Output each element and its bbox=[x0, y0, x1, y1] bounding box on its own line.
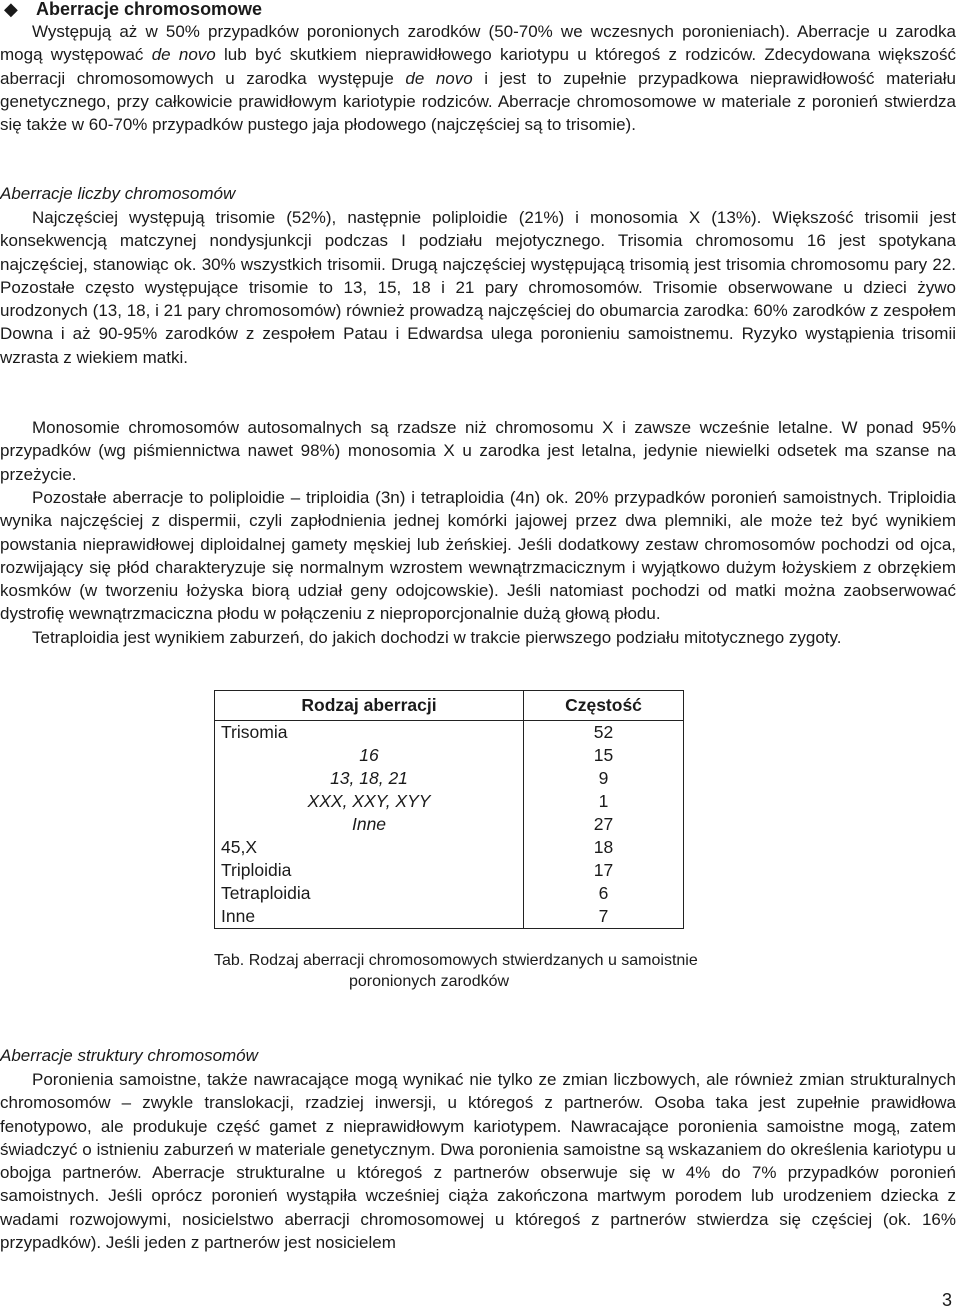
numeric-paragraph-2: Monosomie chromosomów autosomalnych są rzadsze niż chromosomu X i zawsze wcześnie letalne. W ponad 95% przypadków (wg piśmiennictwa nawet 98%) monosomia X u zarodka jest letalna, jedynie niewielki odsetek ma szanse na przeżycie. bbox=[0, 418, 956, 484]
intro-text-c: i jest to zupełnie przypadkowa nieprawidłowość materiału genetycznego, przy całkowicie prawidłowym kariotypie rodziców. Aberracje chromosomowe w materiale z poronień stwierdza się także w 60-70% przypadków pustego jaja płodowego (najczęściej są to trisomie). bbox=[0, 68, 956, 135]
table-cell-frequency: 6 bbox=[524, 882, 684, 905]
intro-paragraph bbox=[0, 20, 956, 136]
section-title: Aberracje chromosomowe bbox=[36, 0, 263, 19]
numeric-subheading: Aberracje liczby chromosomów bbox=[0, 184, 236, 203]
table-cell-frequency: 15 bbox=[524, 744, 684, 767]
table-cell-type: Triploidia bbox=[215, 859, 524, 882]
numeric-paragraph-4: Tetraploidia jest wynikiem zaburzeń, do jakich dochodzi w trakcie pierwszego podziału mitotycznego zygoty. bbox=[32, 628, 842, 647]
bullet-icon: ◆ bbox=[4, 0, 18, 19]
table-row bbox=[215, 744, 684, 767]
structural-subheading: Aberracje struktury chromosomów bbox=[0, 1046, 258, 1065]
table-cell-frequency: 1 bbox=[524, 790, 684, 813]
table-header-type: Rodzaj aberracji bbox=[215, 691, 524, 721]
table-caption-line-1: Tab. Rodzaj aberracji chromosomowych stwierdzanych u samoistnie bbox=[214, 952, 698, 969]
table-row bbox=[215, 882, 684, 905]
table-caption-line-2: poronionych zarodków bbox=[348, 973, 510, 990]
numeric-paragraph-1: Najczęściej występują trisomie (52%), następnie poliploidie (21%) i monosomia X (13%). Większość trisomii jest konsekwencją matczynej nondysjunkcji podczas I podziału mejotycznego. Trisomia chromosomu 16 jest spotykana najczęściej, stanowiąc ok. 30% wszystkich trisomii. Drugą najczęściej występującą trisomią jest trisomia chromosomu pary 22. Pozostałe często występujące trisomie to 13, 15, 18 i 21 pary chromosomów. Trisomie obserwowane u dzieci żywo urodzonych (13, 18, i 21 pary chromosomów) również prowadzą najczęściej do obumarcia zarodka: 60% zarodków z zespołem Downa i aż 90-95% zarodków z zespołem Patau i Edwardsa ulega poronieniu samoistnemu. Ryzyko wystąpienia trisomii wzrasta z wiekiem matki. bbox=[0, 208, 956, 367]
table-row bbox=[215, 813, 684, 836]
table-cell-type: Trisomia bbox=[215, 721, 524, 745]
table-cell-frequency: 52 bbox=[524, 721, 684, 745]
table-cell-type: Tetraploidia bbox=[215, 882, 524, 905]
table-row bbox=[215, 721, 684, 745]
table-row bbox=[215, 767, 684, 790]
table-row bbox=[215, 836, 684, 859]
table-cell-type: XXX, XXY, XYY bbox=[215, 790, 524, 813]
table-cell-frequency: 18 bbox=[524, 836, 684, 859]
table-header-frequency: Częstość bbox=[524, 691, 684, 721]
table-header-row bbox=[215, 691, 684, 721]
table-caption bbox=[214, 950, 794, 992]
intro-text-a: Występują aż w 50% przypadków poronionych zarodków (50-70% we wczesnych poronieniach). Aberracje u zarodka mogą występować bbox=[0, 22, 956, 65]
page-number: 3 bbox=[941, 1290, 952, 1310]
table-cell-frequency: 17 bbox=[524, 859, 684, 882]
aberration-table bbox=[214, 690, 684, 929]
table-cell-type: 13, 18, 21 bbox=[215, 767, 524, 790]
table-cell-type: Inne bbox=[215, 813, 524, 836]
table-cell-type: Inne bbox=[215, 905, 524, 929]
numeric-paragraph-3: Pozostałe aberracje to poliploidie – triploidia (3n) i tetraploidia (4n) ok. 20% przypadków poronień samoistnych. Triploidia wynika najczęściej z dispermii, czyli zapłodnienia jednej komórki jajowej przez dwa plemniki, ale może też być wynikiem powstania nieprawidłowej diploidalnej gamety męskiej lub żeńskiej. Jeśli dodatkowy zestaw chromosomów pochodzi od ojca, rozwijający się płód charakteryzuje się normalnym wzrostem wewnątrzmacicznym i wyjątkowo dużym łożyskiem z obrzękiem kosmków (w tworzeniu łożyska biorą udział geny odojcowskie). Jeśli natomiast pochodzi od matki można zaobserwować dystrofię wewnątrzmaciczna płodu w połączeniu z nieproporcjonalnie dużą głową płodu. bbox=[0, 488, 956, 624]
table-cell-frequency: 7 bbox=[524, 905, 684, 929]
table-cell-type: 16 bbox=[215, 744, 524, 767]
table-row bbox=[215, 859, 684, 882]
table-cell-type: 45,X bbox=[215, 836, 524, 859]
intro-denovo-1: de novo bbox=[151, 45, 216, 65]
intro-denovo-2: de novo bbox=[405, 68, 473, 88]
intro-text-b: lub być skutkiem nieprawidłowego kariotypu u któregoś z rodziców. Zdecydowana większość aberracji chromosomowych u zarodka występuje bbox=[0, 45, 956, 88]
structural-paragraph-1: Poronienia samoistne, także nawracające mogą wynikać nie tylko ze zmian liczbowych, ale również zmian strukturalnych chromosomów – zwykle translokacji, rzadziej inwersji, u któregoś z partnerów. Osoba taka jest zupełnie prawidłowa fenotypowo, ale produkuje część gamet z nieprawidłowym kariotypem. Nawracające poronienia samoistne mogą, zatem świadczyć o istnieniu zaburzeń w materiale genetycznym. Dwa poronienia samoistne są wskazaniem do określenia kariotypu u obojga partnerów. Aberracje strukturalne u któregoś z partnerów obserwuje się w 4% do 7% przypadków poronień samoistnych. Jeśli oprócz poronień wystąpiła wcześniej ciąża zakończona martwym porodem lub urodzeniem dziecka z wadami rozwojowymi, nosicielstwo aberracji chromosomowej u któregoś z partnerów stwierdza się częściej (ok. 16% przypadków). Jeśli jeden z partnerów jest nosicielem bbox=[0, 1070, 956, 1253]
table-cell-frequency: 9 bbox=[524, 767, 684, 790]
table-row bbox=[215, 905, 684, 929]
table-cell-frequency: 27 bbox=[524, 813, 684, 836]
table-row bbox=[215, 790, 684, 813]
